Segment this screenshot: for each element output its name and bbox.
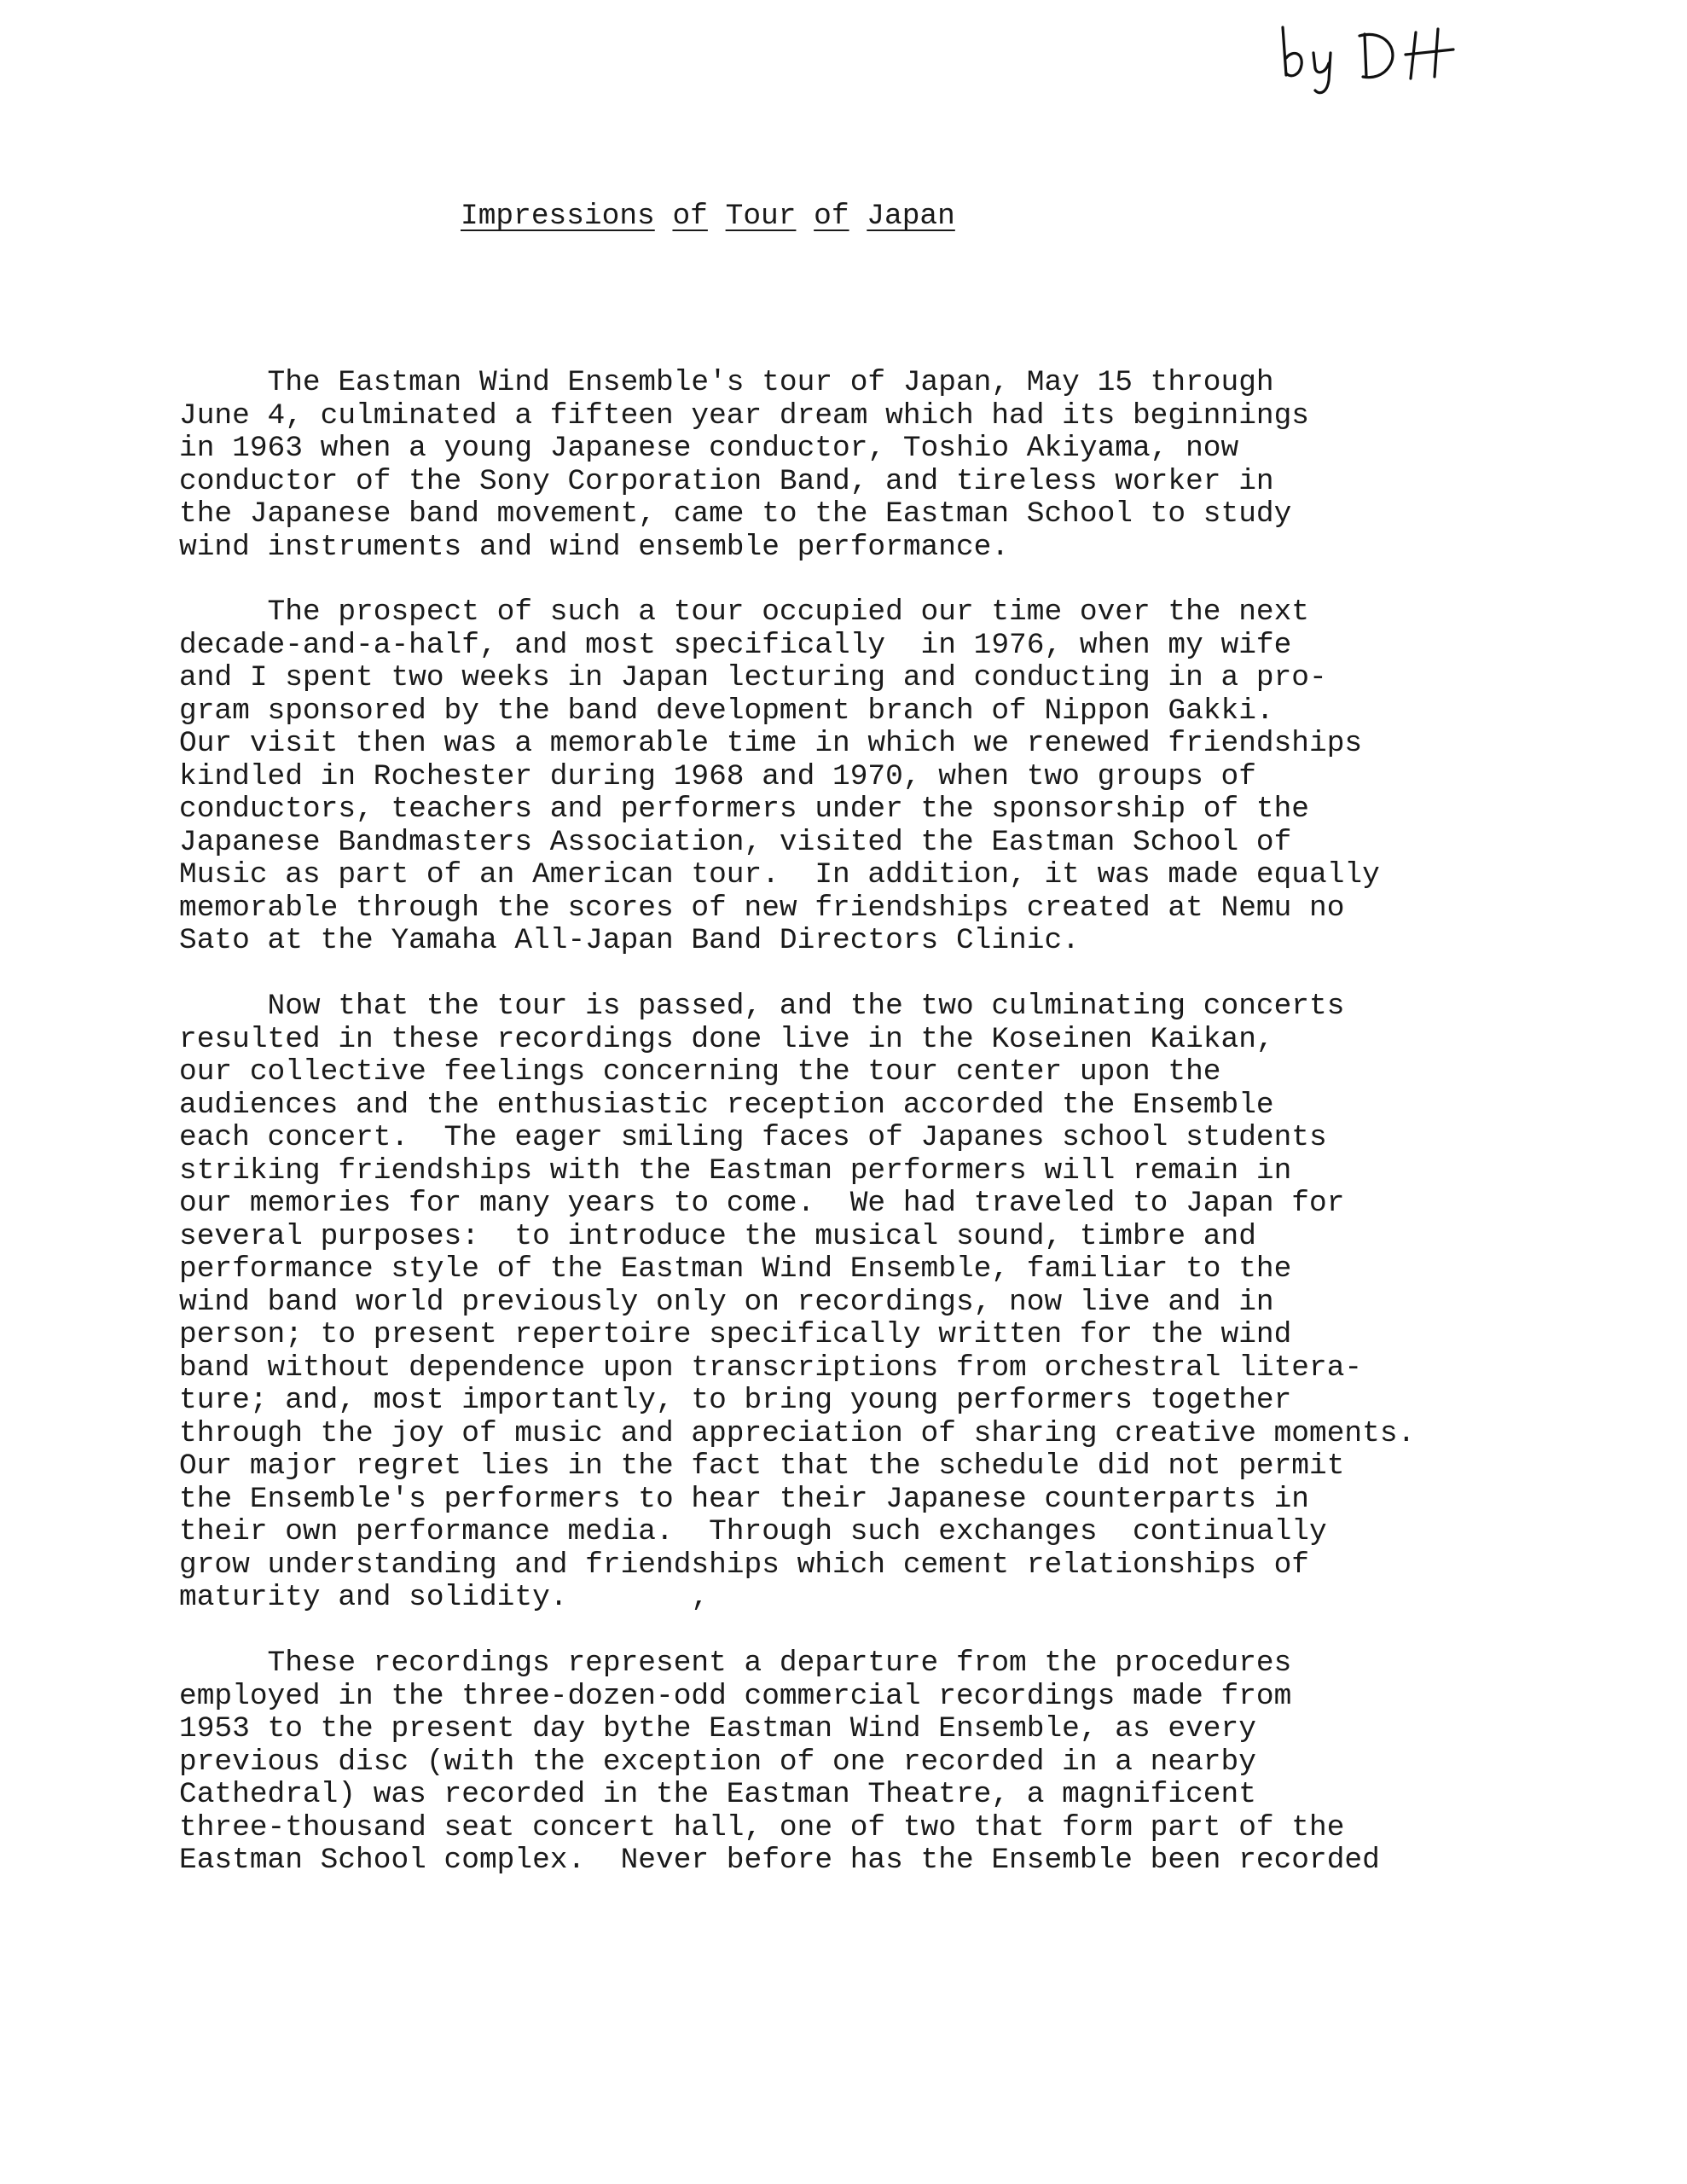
text-line: Now that the tour is passed, and the two culminating concerts (179, 990, 1345, 1023)
text-line: kindled in Rochester during 1968 and 1970, when two groups of (179, 759, 1256, 793)
text-line: the Ensemble's performers to hear their Japanese counterparts in (179, 1482, 1310, 1516)
text-line: the Japanese band movement, came to the Eastman School to study (179, 497, 1292, 531)
text-line: maturity and solidity. , (179, 1581, 710, 1614)
paragraph-1 (179, 367, 1569, 564)
text-line: striking friendships with the Eastman performers will remain in (179, 1153, 1292, 1188)
paragraph-4 (179, 1647, 1569, 1878)
title-word: Japan (867, 200, 955, 233)
text-line: in 1963 when a young Japanese conductor, Toshio Akiyama, now (179, 432, 1239, 465)
paragraph-3 (179, 990, 1569, 1615)
text-line: grow understanding and friendships which cement relationships of (179, 1548, 1310, 1582)
title-word: Impressions (461, 200, 655, 233)
handwritten-initials-drawing (1271, 15, 1475, 101)
text-line: Cathedral) was recorded in the Eastman Theatre, a magnificent (179, 1778, 1256, 1811)
text-line: Sato at the Yamaha All-Japan Band Directors Clinic. (179, 924, 1080, 957)
text-line: Our visit then was a memorable time in which we renewed friendships (179, 727, 1363, 760)
text-line: wind band world previously only on recordings, now live and in (179, 1285, 1274, 1319)
text-line: memorable through the scores of new friendships created at Nemu no (179, 891, 1345, 925)
text-line: three-thousand seat concert hall, one of two that form part of the (179, 1810, 1345, 1844)
text-line: conductor of the Sony Corporation Band, and tireless worker in (179, 464, 1274, 498)
text-line: each concert. The eager smiling faces of Japanes school students (179, 1121, 1327, 1154)
text-line: Music as part of an American tour. In addition, it was made equally (179, 858, 1380, 892)
text-line: 1953 to the present day bythe Eastman Wind Ensemble, as every (179, 1712, 1256, 1745)
text-line: and I spent two weeks in Japan lecturing and conducting in a pro- (179, 661, 1327, 694)
text-line: wind instruments and wind ensemble performance. (179, 530, 1010, 564)
text-line: The prospect of such a tour occupied our time over the next (179, 595, 1310, 629)
text-line: resulted in these recordings done live in the Koseinen Kaikan, (179, 1022, 1274, 1056)
title-word: of (672, 200, 708, 233)
handwritten-annotation (1271, 15, 1475, 101)
text-line: band without dependence upon transcriptions from orchestral litera- (179, 1350, 1363, 1385)
text-line: Our major regret lies in the fact that the schedule did not permit (179, 1449, 1345, 1483)
paragraph-2 (179, 596, 1569, 958)
text-line: The Eastman Wind Ensemble's tour of Japan, May 15 through (179, 366, 1274, 399)
title-word: Tour (725, 200, 797, 233)
text-line: gram sponsored by the band development branch of Nippon Gakki. (179, 694, 1274, 728)
text-line: person; to present repertoire specifically written for the wind (179, 1318, 1292, 1351)
text-line: These recordings represent a departure from the procedures (179, 1647, 1292, 1680)
text-line: Eastman School complex. Never before has the Ensemble been recorded (179, 1844, 1380, 1877)
title-word: of (814, 200, 849, 233)
text-line: performance style of the Eastman Wind Ensemble, familiar to the (179, 1252, 1292, 1286)
text-line: several purposes: to introduce the musical sound, timbre and (179, 1219, 1256, 1253)
text-line: audiences and the enthusiastic reception accorded the Ensemble (179, 1088, 1274, 1122)
text-line: June 4, culminated a fifteen year dream which had its beginnings (179, 398, 1310, 433)
text-line: our memories for many years to come. We had traveled to Japan for (179, 1187, 1345, 1220)
text-line: our collective feelings concerning the tour center upon the (179, 1055, 1221, 1089)
text-line: ture; and, most importantly, to bring young performers together (179, 1384, 1292, 1417)
text-line: employed in the three-dozen-odd commercial recordings made from (179, 1679, 1292, 1713)
text-line: decade-and-a-half, and most specifically in 1976, when my wife (179, 628, 1292, 662)
text-line: conductors, teachers and performers under the sponsorship of the (179, 793, 1310, 826)
text-line: previous disc (with the exception of one recorded in a nearby (179, 1745, 1256, 1779)
text-line: through the joy of music and appreciation of sharing creative moments. (179, 1416, 1416, 1450)
text-line: their own performance media. Through such exchanges continually (179, 1515, 1327, 1548)
document-title (461, 198, 955, 235)
text-line: Japanese Bandmasters Association, visited the Eastman School of (179, 825, 1292, 859)
